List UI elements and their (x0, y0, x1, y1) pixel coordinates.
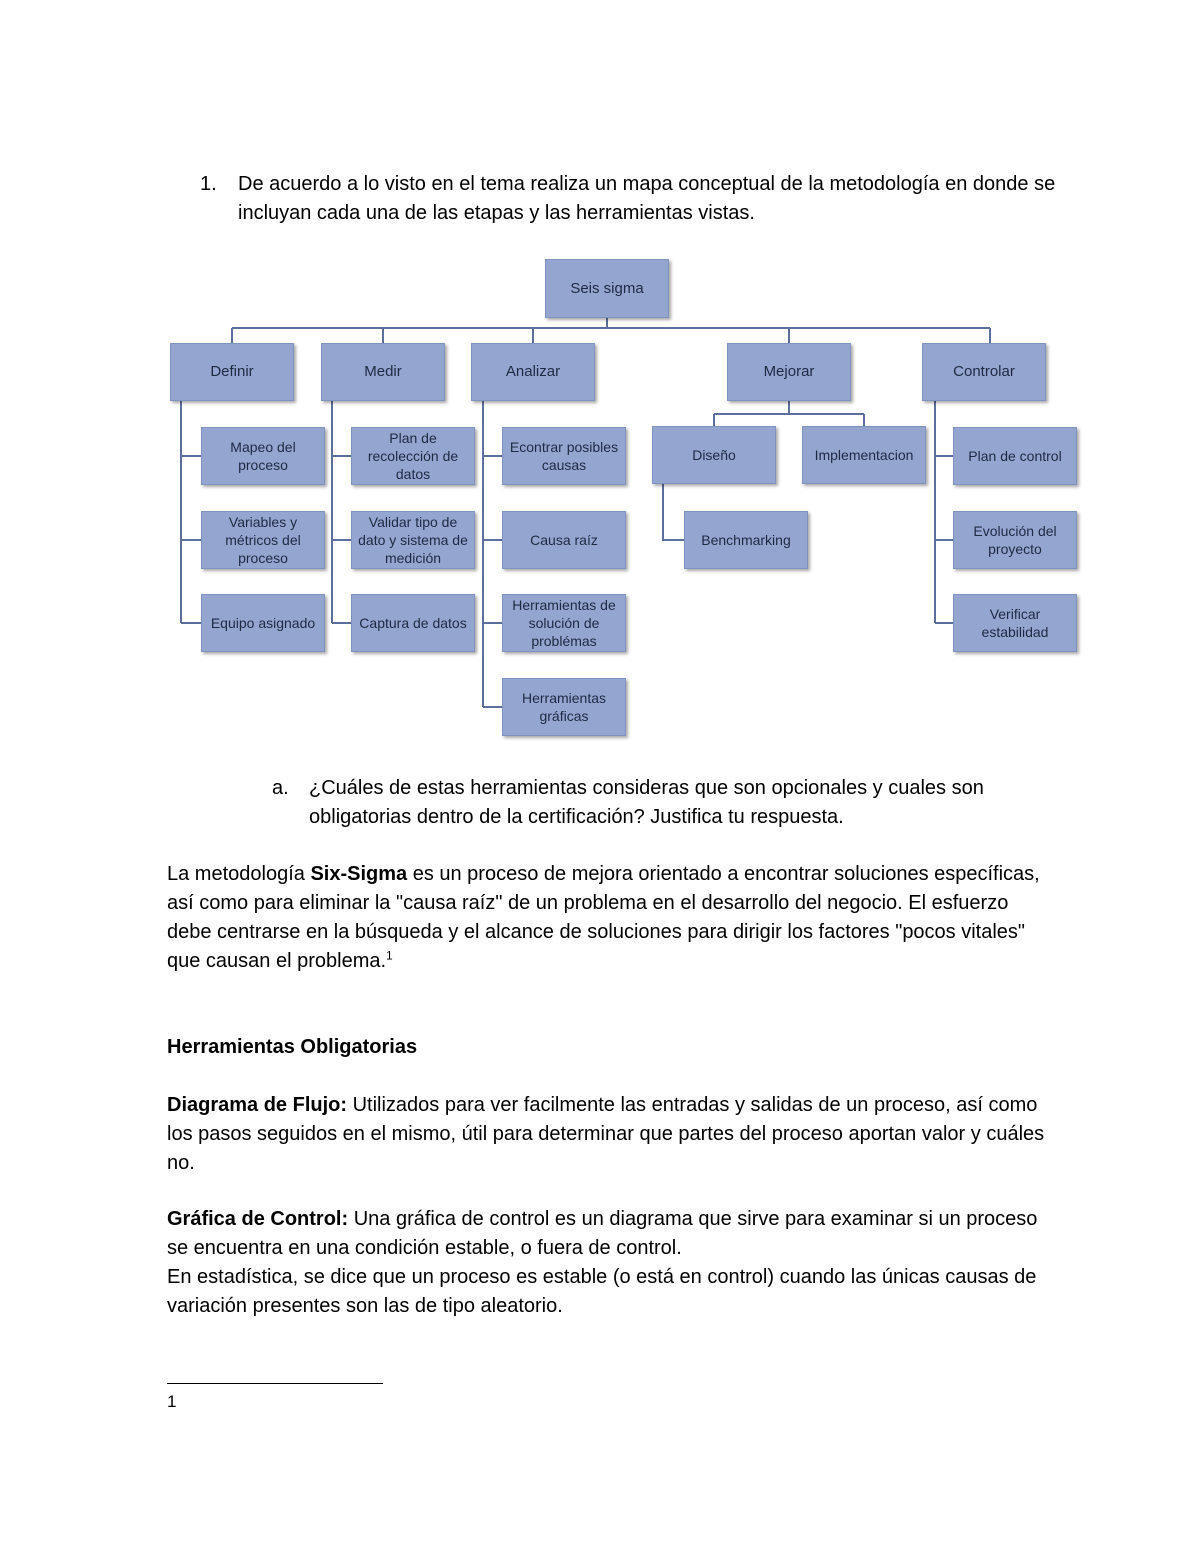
connector-medir (332, 401, 351, 623)
question-a-number: a. (272, 777, 289, 799)
node-validar-tipo-dato: Validar tipo de dato y sistema de medición (351, 511, 475, 569)
flujo-paragraph (167, 1091, 1047, 1178)
node-herramientas-solucion: Herramientas de solución de problémas (502, 594, 626, 652)
node-plan-recoleccion: Plan de recolección de datos (351, 427, 475, 485)
node-implementacion: Implementacion (802, 426, 926, 484)
footnote-rule (167, 1383, 383, 1384)
connector-definir (181, 401, 201, 623)
node-mejorar: Mejorar (727, 343, 851, 401)
control-text-2: En estadística, se dice que un proceso es estable (o está en control) cuando las únicas causas de variación presentes son las de tipo aleatorio. (167, 1266, 1037, 1317)
connector-controlar (935, 401, 953, 623)
concept-map (0, 0, 1200, 760)
node-controlar: Controlar (922, 343, 1046, 401)
flujo-term: Diagrama de Flujo: (167, 1094, 348, 1116)
control-paragraph (167, 1205, 1047, 1321)
node-evolucion-proyecto: Evolución del proyecto (953, 511, 1077, 569)
node-encontrar-causas: Econtrar posibles causas (502, 427, 626, 485)
node-variables-metricos: Variables y métricos del proceso (201, 511, 325, 569)
section-heading: Herramientas Obligatorias (167, 1036, 418, 1058)
intro-bold-term: Six-Sigma (310, 863, 408, 885)
node-captura-datos: Captura de datos (351, 594, 475, 652)
node-benchmarking: Benchmarking (684, 511, 808, 569)
node-medir: Medir (321, 343, 445, 401)
connector-analizar (483, 401, 502, 707)
node-herramientas-graficas: Herramientas gráficas (502, 678, 626, 736)
intro-paragraph (167, 860, 1047, 976)
connector-root (232, 318, 990, 343)
node-mapeo-del-proceso: Mapeo del proceso (201, 427, 325, 485)
footnote-number: 1 (167, 1392, 177, 1411)
node-equipo-asignado: Equipo asignado (201, 594, 325, 652)
question-1-text: De acuerdo a lo visto en el tema realiza un mapa conceptual de la metodología en donde se incluyan cada una de las etapas y las herramientas vistas. (238, 173, 1056, 224)
node-causa-raiz: Causa raíz (502, 511, 626, 569)
footnote-reference: 1 (386, 948, 393, 963)
node-plan-control: Plan de control (953, 427, 1077, 485)
flujo-text: Utilizados para ver facilmente las entradas y salidas de un proceso, así como los pasos seguidos en el mismo, útil para determinar que partes del proceso aportan valor y cuáles no. (167, 1094, 1045, 1174)
control-text: Una gráfica de control es un diagrama que sirve para examinar si un proceso se encuentra en una condición estable, o fuera de control. (167, 1208, 1038, 1259)
question-1-number: 1. (200, 173, 217, 195)
intro-suffix: es un proceso de mejora orientado a encontrar soluciones específicas, así como para eliminar la "causa raíz" de un problema en el desarrollo del negocio. El esfuerzo debe centrarse en la búsqueda y el alcance de soluciones para dirigir los factores "pocos vitales" que causan el problema. (167, 863, 1040, 972)
node-analizar: Analizar (471, 343, 595, 401)
control-term: Gráfica de Control: (167, 1208, 349, 1230)
question-a-text: ¿Cuáles de estas herramientas consideras que son opcionales y cuales son obligatorias dentro de la certificación? Justifica tu respuesta. (309, 777, 984, 828)
node-verificar-estabilidad: Verificar estabilidad (953, 594, 1077, 652)
node-diseno: Diseño (652, 426, 776, 484)
node-seis-sigma: Seis sigma (545, 259, 669, 318)
intro-prefix: La metodología (167, 863, 311, 885)
node-definir: Definir (170, 343, 294, 401)
